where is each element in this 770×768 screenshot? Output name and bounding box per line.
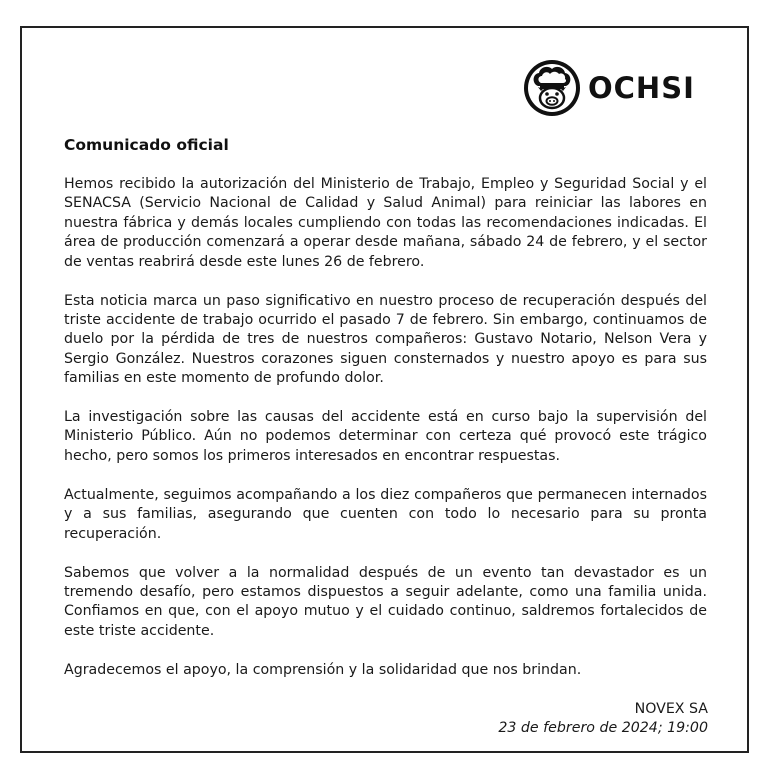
signature-company: NOVEX SA xyxy=(634,701,708,717)
chef-pig-mascot-icon xyxy=(522,58,582,118)
paragraph-thanks: Agradecemos el apoyo, la comprensión y la solidaridad que nos brindan. xyxy=(64,661,582,678)
paragraph-hospitalized: Actualmente, seguimos acompañando a los diez compañeros que permanecen internados y a sus familias, asegurando que cuenten con todo lo necesario para su pronta recuperación. xyxy=(64,486,707,542)
logo-wordmark: OCHSI xyxy=(588,71,695,105)
signature-date: 23 de febrero de 2024; 19:00 xyxy=(498,720,708,737)
document-title: Comunicado oficial xyxy=(64,136,229,154)
paragraph-investigation: La investigación sobre las causas del accidente está en curso bajo la supervisión del Ministerio Público. Aún no podemos determinar con certeza qué provocó este trágico hecho, pero somos los primeros interesados en encontrar respuestas. xyxy=(64,409,707,464)
signature-block xyxy=(498,700,708,739)
paragraph-authorization: Hemos recibido la autorización del Ministerio de Trabajo, Empleo y Seguridad Social y el SENACSA (Servicio Nacional de Calidad y Salud Animal) para reiniciar las labores en nuestra fábrica y demás locales cumpliendo con todas las recomendaciones indicadas. El área de producción comenzará a operar desde mañana, sábado 24 de febrero, y el sector de ventas reabrirá desde este lunes 26 de febrero. xyxy=(64,176,707,270)
paragraph-mourning: Esta noticia marca un paso significativo en nuestro proceso de recuperación después del triste accidente de trabajo ocurrido el pasado 7 de febrero. Sin embargo, continuamos de duelo por la pérdida de tres de nuestros compañeros: Gustavo Notario, Nelson Vera y Sergio González. Nuestros corazones siguen consternados y nuestro apoyo es para sus familias en este momento de profundo dolor. xyxy=(64,292,707,387)
ochsi-logo xyxy=(522,58,695,118)
document-body xyxy=(64,175,707,700)
paragraph-recovery: Sabemos que volver a la normalidad después de un evento tan devastador es un tremendo desafío, pero estamos dispuestos a seguir adelante, como una familia unida. Confiamos en que, con el apoyo mutuo y el cuidado continuo, saldremos fortalecidos de este triste accidente. xyxy=(64,564,707,639)
